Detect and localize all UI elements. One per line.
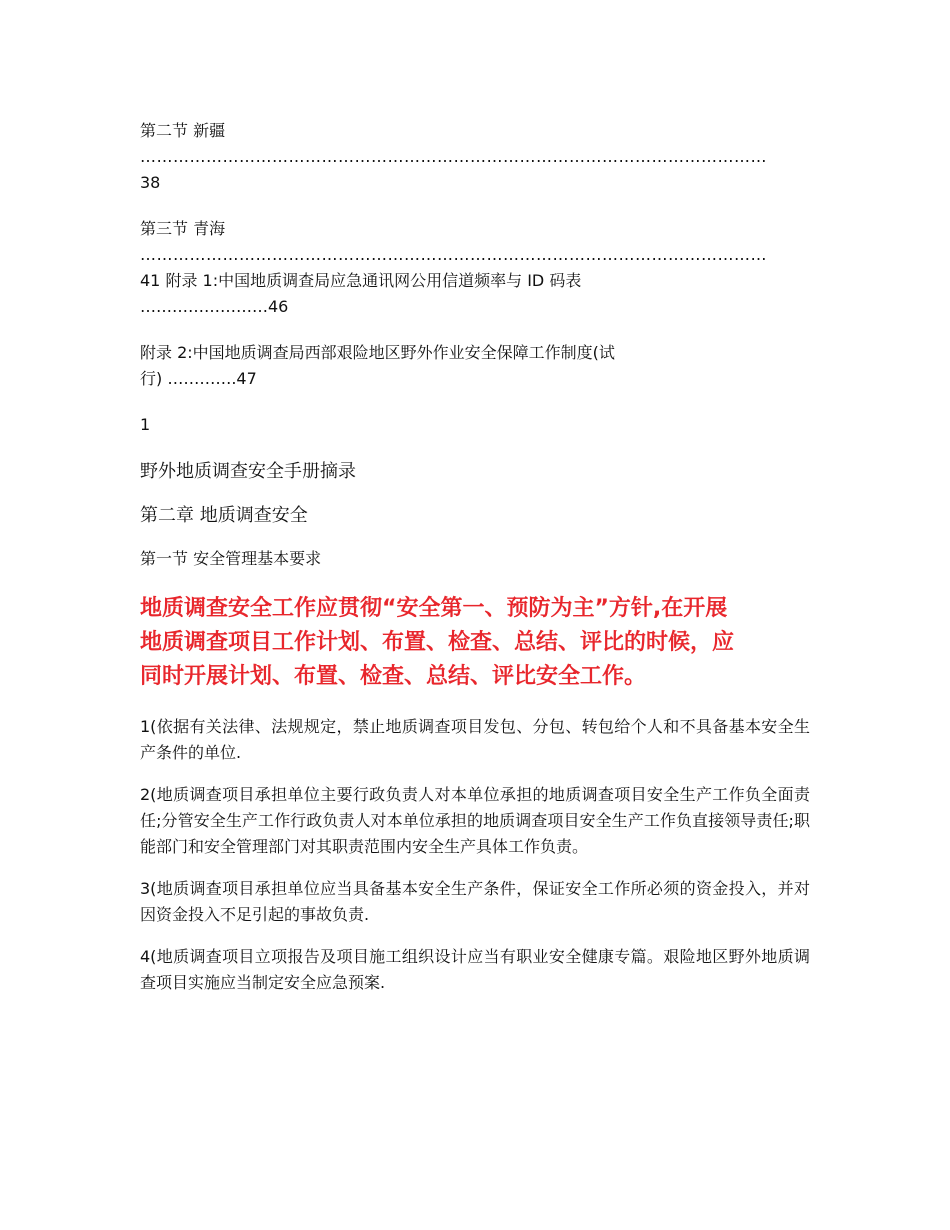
toc-item-xinjiang-title: 第二节 新疆 [140,121,226,140]
toc-item-appendix2: 附录 2:中国地质调查局西部艰险地区野外作业安全保障工作制度(试 [140,343,615,362]
toc-item-appendix2-tail: 行) ………….47 [140,369,257,388]
toc-item-xinjiang-leader: …………………………………………………………………………………………………… [140,147,767,166]
chapter-title: 第二章 地质调查安全 [140,505,308,526]
toc-item-appendix1: 41 附录 1:中国地质调查局应急通讯网公用信道频率与 ID 码表 [140,271,582,290]
key-principle [140,592,820,694]
toc-item-xinjiang-page: 38 [140,173,161,192]
page-number: 1 [140,415,151,434]
key-principle-line: 同时开展计划、布置、检查、总结、评比安全工作。 [140,664,647,689]
document-title: 野外地质调查安全手册摘录 [140,461,356,482]
toc-item-qinghai-leader: …………………………………………………………………………………………………… [140,245,767,264]
clause-2: 2(地质调查项目承担单位主要行政负责人对本单位承担的地质调查项目安全生产工作负全面责任;分管安全生产工作行政负责人对本单位承担的地质调查项目安全生产工作负直接领导责任;职能部门和安全管理部门对其职责范围内安全生产具体工作负责。 [140,785,810,856]
clause-3: 3(地质调查项目承担单位应当具备基本安全生产条件，保证安全工作所必须的资金投入，并对因资金投入不足引起的事故负责. [140,879,810,924]
toc-item-appendix1-tail: ……………………46 [140,297,289,316]
key-principle-line: 地质调查安全工作应贯彻“安全第一、预防为主”方针,在开展 [140,596,728,621]
key-principle-line: 地质调查项目工作计划、布置、检查、总结、评比的时候，应 [140,630,735,655]
clause-4: 4(地质调查项目立项报告及项目施工组织设计应当有职业安全健康专篇。艰险地区野外地质调查项目实施应当制定安全应急预案. [140,947,810,992]
section-title: 第一节 安全管理基本要求 [140,549,322,568]
clause-1: 1(依据有关法律、法规规定，禁止地质调查项目发包、分包、转包给个人和不具备基本安全生产条件的单位. [140,717,810,762]
toc-item-qinghai-title: 第三节 青海 [140,219,226,238]
